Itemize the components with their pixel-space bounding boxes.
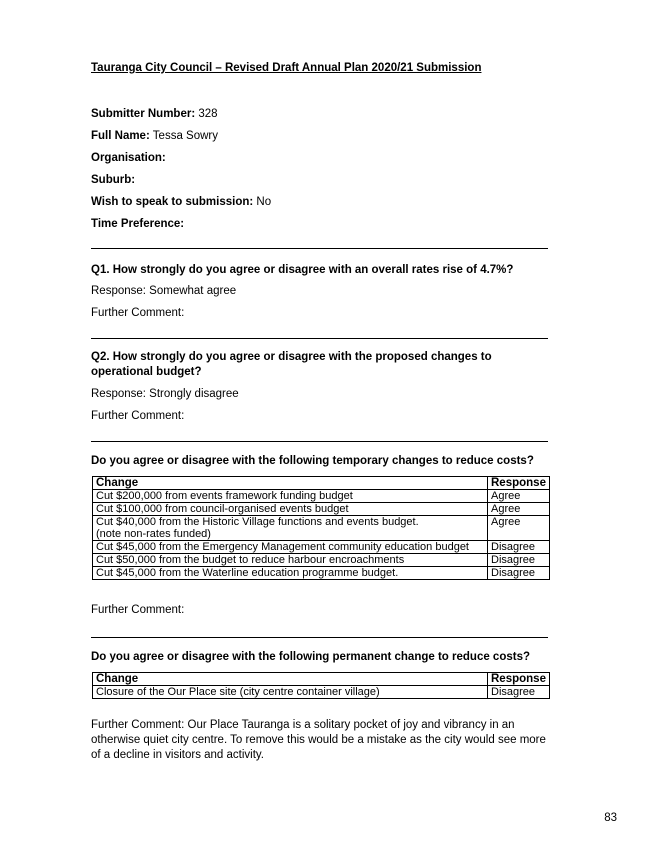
header-change: Change [93, 673, 488, 686]
q1-question: Q1. How strongly do you agree or disagree with an overall rates rise of 4.7%? [91, 264, 514, 276]
change-cell: Cut $45,000 from the Emergency Management community education budget [93, 541, 488, 554]
field-label: Wish to speak to submission: [91, 196, 254, 208]
temporary-comment: Further Comment: [91, 604, 185, 616]
table-row [93, 567, 550, 580]
field-full-name [91, 130, 218, 142]
page-number: 83 [604, 812, 617, 824]
q1-comment: Further Comment: [91, 307, 185, 319]
change-cell: Cut $200,000 from events framework funding budget [93, 490, 488, 503]
change-cell: Cut $50,000 from the budget to reduce harbour encroachments [93, 554, 488, 567]
response-cell: Disagree [488, 686, 550, 699]
field-label: Submitter Number: [91, 108, 196, 120]
field-submitter-number [91, 108, 218, 120]
change-text: Cut $40,000 from the Historic Village functions and events budget. [96, 516, 419, 528]
field-label: Time Preference: [91, 218, 185, 230]
table-header-row [93, 673, 550, 686]
q1-response: Response: Somewhat agree [91, 285, 237, 297]
q2-response: Response: Strongly disagree [91, 388, 239, 400]
change-cell: Closure of the Our Place site (city centre container village) [93, 686, 488, 699]
response-cell: Agree [488, 503, 550, 516]
table-header-row [93, 477, 550, 490]
divider [91, 338, 548, 339]
divider [91, 637, 548, 638]
field-value: Tessa Sowry [152, 130, 218, 142]
field-suburb [91, 174, 135, 186]
field-label: Full Name: [91, 130, 150, 142]
field-time-preference [91, 218, 184, 230]
change-cell [93, 516, 488, 541]
permanent-question: Do you agree or disagree with the following permanent change to reduce costs? [91, 651, 530, 663]
table-row [93, 554, 550, 567]
field-label: Suburb: [91, 174, 136, 186]
change-cell: Cut $100,000 from council-organised events budget [93, 503, 488, 516]
response-cell: Agree [488, 490, 550, 503]
field-label: Organisation: [91, 152, 166, 164]
table-row [93, 516, 550, 541]
response-cell: Disagree [488, 567, 550, 580]
table-row [93, 490, 550, 503]
header-response: Response [488, 477, 550, 490]
response-cell: Disagree [488, 541, 550, 554]
document-title: Tauranga City Council – Revised Draft Annual Plan 2020/21 Submission [91, 62, 482, 74]
permanent-comment: Further Comment: Our Place Tauranga is a solitary pocket of joy and vibrancy in an otherwise quiet city centre. To remove this would be a mistake as the city would see more of a decline in visitors and activity. [91, 719, 546, 761]
field-value: No [256, 196, 272, 208]
table-row [93, 503, 550, 516]
divider [91, 248, 548, 249]
header-change: Change [93, 477, 488, 490]
header-response: Response [488, 673, 550, 686]
q2-comment: Further Comment: [91, 410, 185, 422]
change-note: (note non-rates funded) [96, 528, 211, 540]
q2-question: Q2. How strongly do you agree or disagree with the proposed changes to operational budget? [91, 351, 492, 378]
change-cell: Cut $45,000 from the Waterline education programme budget. [93, 567, 488, 580]
response-cell: Agree [488, 516, 550, 541]
table-row [93, 541, 550, 554]
temporary-changes-table [92, 476, 550, 580]
field-wish-to-speak [91, 196, 271, 208]
response-cell: Disagree [488, 554, 550, 567]
field-organisation [91, 152, 166, 164]
field-value: 328 [198, 108, 218, 120]
table-row [93, 686, 550, 699]
permanent-change-table [92, 672, 550, 699]
divider [91, 441, 548, 442]
temporary-question: Do you agree or disagree with the following temporary changes to reduce costs? [91, 455, 534, 467]
